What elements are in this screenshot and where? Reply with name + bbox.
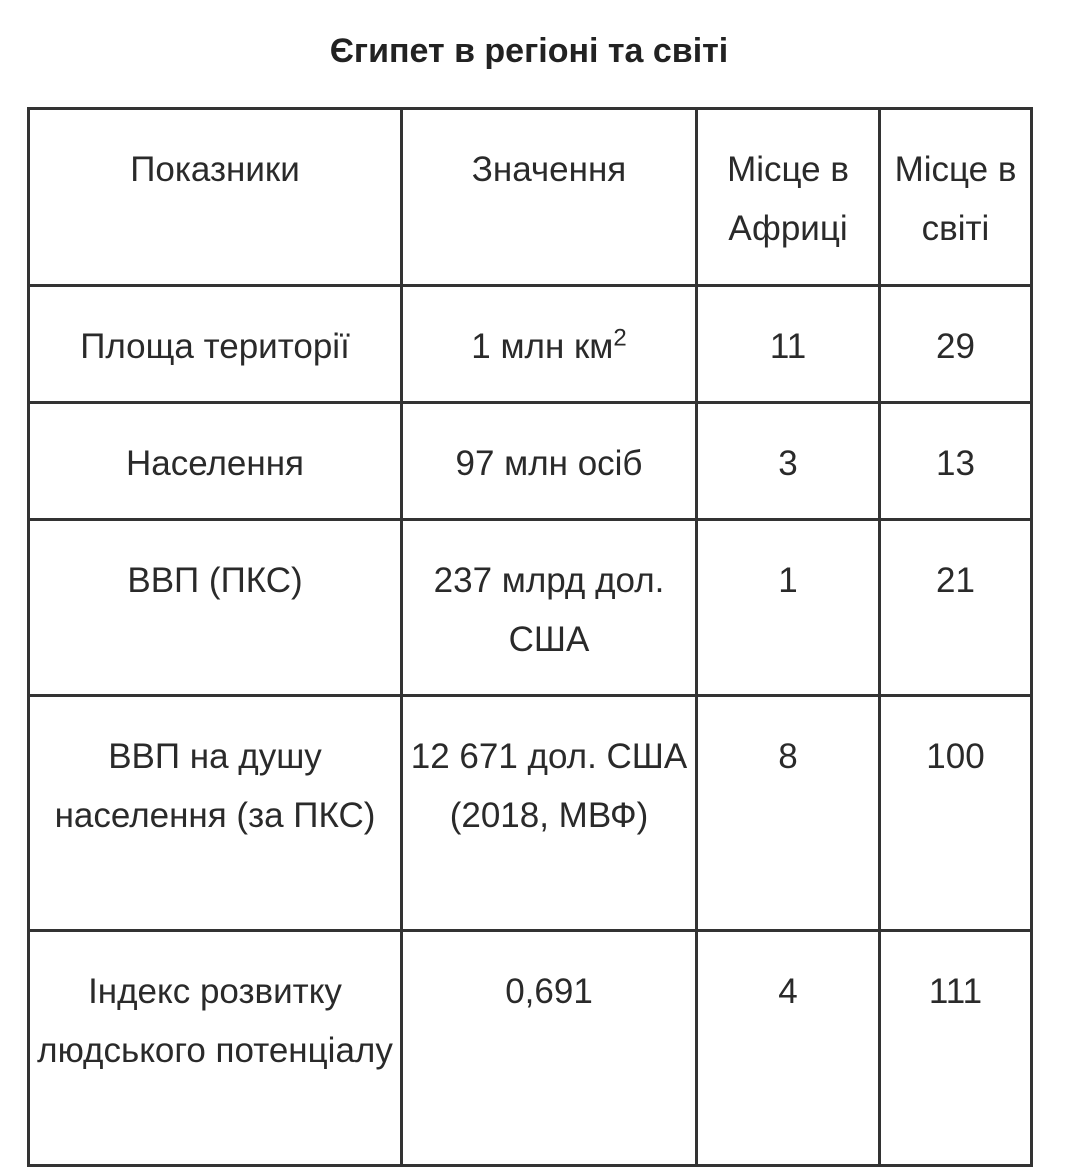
cell-indicator: Індекс розвитку людського потенціалу xyxy=(29,931,402,1166)
cell-rank-africa: 8 xyxy=(697,696,880,931)
table-row xyxy=(29,520,1032,696)
cell-value: 237 млрд дол. США xyxy=(402,520,697,696)
cell-value: 97 млн осіб xyxy=(402,403,697,520)
cell-indicator: Населення xyxy=(29,403,402,520)
header-indicator: Показники xyxy=(29,109,402,286)
value-superscript: 2 xyxy=(613,324,627,352)
egypt-stats-table xyxy=(27,107,1033,1167)
table-row xyxy=(29,696,1032,931)
header-value: Значення xyxy=(402,109,697,286)
cell-rank-africa: 1 xyxy=(697,520,880,696)
header-rank-world: Місце в світі xyxy=(880,109,1032,286)
cell-rank-africa: 11 xyxy=(697,286,880,403)
cell-rank-world: 100 xyxy=(880,696,1032,931)
table-header-row xyxy=(29,109,1032,286)
header-rank-africa: Місце в Африці xyxy=(697,109,880,286)
cell-indicator: ВВП (ПКС) xyxy=(29,520,402,696)
table-row xyxy=(29,403,1032,520)
cell-rank-africa: 3 xyxy=(697,403,880,520)
cell-rank-world: 21 xyxy=(880,520,1032,696)
table-row xyxy=(29,931,1032,1166)
table-title: Єгипет в регіоні та світі xyxy=(329,32,729,70)
cell-rank-africa: 4 xyxy=(697,931,880,1166)
cell-value xyxy=(402,286,697,403)
cell-value: 0,691 xyxy=(402,931,697,1166)
cell-rank-world: 13 xyxy=(880,403,1032,520)
cell-indicator: ВВП на душу населення (за ПКС) xyxy=(29,696,402,931)
cell-value: 12 671 дол. США (2018, МВФ) xyxy=(402,696,697,931)
cell-rank-world: 111 xyxy=(880,931,1032,1166)
cell-rank-world: 29 xyxy=(880,286,1032,403)
cell-indicator: Площа території xyxy=(29,286,402,403)
value-text: 1 млн км xyxy=(471,327,614,366)
table-row xyxy=(29,286,1032,403)
